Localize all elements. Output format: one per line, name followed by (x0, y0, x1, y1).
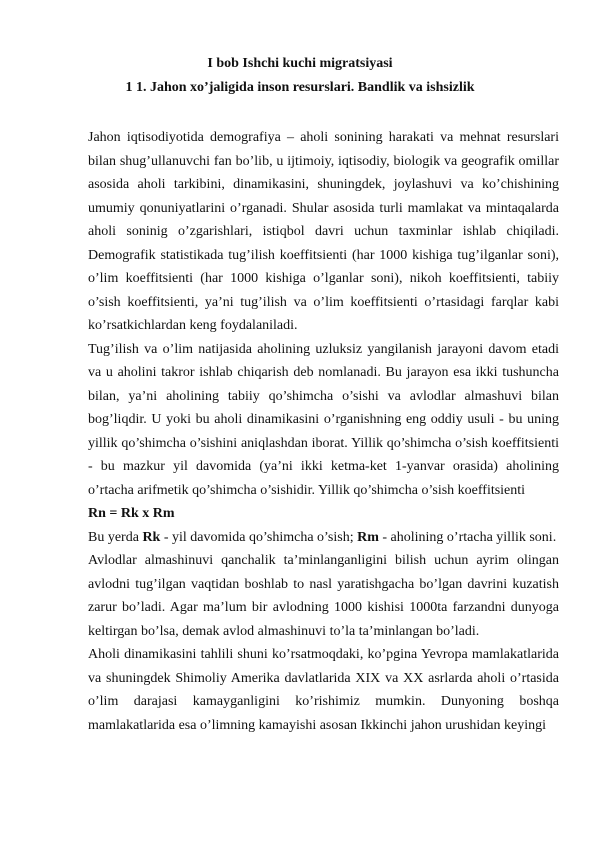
paragraph-generation-replacement: Avlodlar almashinuvi qanchalik ta’minlanganligini bilish uchun ayrim olingan avlodni tug’ilgan vaqtidan boshlab to nasl yaratishgacha bo’lgan davrini kuzatish zarur bo’ladi. Agar ma’lum bir avlodning 1000 kishisi 1000ta farzandni dunyoga keltirgan bo’lsa, demak avlod almashinuvi to’la ta’minlangan bo’ladi. (88, 553, 559, 639)
document-body (88, 126, 559, 737)
paragraph-demography: Jahon iqtisodiyotida demografiya – aholi sonining harakati va mehnat resurslari bilan shug’ullanuvchi fan bo’lib, u ijtimoiy, iqtisodiy, biologik va geografik omillar asosida aholi tarkibini, dinamikasini, shuningdek, joylashuvi va ko’chishining umumiy qonuniyatlarini o’rganadi. Shular asosida turli mamlakat va mintaqalarda aholi soninig o’zgarishlari, istiqbol davri uchun taxminlar ishlab chiqiladi. Demografik statistikada tug’ilish koeffitsienti (har 1000 kishiga tug’ilganlar soni), o’lim koeffitsienti (har 1000 kishiga o’lganlar soni), nikoh koeffitsienti, tabiiy o’sish koeffitsienti, ya’ni tug’ilish va o’lim koeffitsienti o’rtasidagi farqlar kabi ko’rsatkichlardan keng foydalaniladi. (88, 130, 559, 333)
paragraph-population-renewal: Tug’ilish va o’lim natijasida aholining uzluksiz yangilanish jarayoni davom etadi va u aholini takror ishlab chiqarish deb nomlanadi. Bu jarayon esa ikki tushuncha bilan, ya’ni aholining tabiiy qo’shimcha o’sishi va avlodlar almashuvi bilan bog’liqdir. U yoki bu aholi dinamikasini o’rganishning eng oddiy usuli - bu uning yillik qo’shimcha o’sishini aniqlashdan iborat. Yillik qo’shimcha o’sish koeffitsienti - bu mazkur yil davomida (ya’ni ikki ketma-ket 1-yanvar orasida) aholining o’rtacha arifmetik qo’shimcha o’sishidir. Yillik qo’shimcha o’sish koeffitsienti (88, 341, 559, 498)
rk-symbol: Rk (142, 529, 161, 545)
section-title: 1 1. Jahon xo’jaligida inson resurslari. Bandlik va ishsizlik (125, 80, 475, 95)
explanation-suffix: - aholining o’rtacha yillik soni. (378, 529, 557, 545)
paragraph-formula-explanation (88, 526, 559, 550)
rm-symbol: Rm (357, 529, 379, 545)
explanation-middle: - yil davomida qo’shimcha o’sish; (160, 529, 358, 545)
growth-formula: Rn = Rk x Rm (88, 506, 175, 521)
explanation-prefix: Bu yerda (88, 529, 143, 545)
paragraph-population-dynamics: Aholi dinamikasini tahlili shuni ko’rsatmoqdaki, ko’pgina Yevropa mamlakatlarida va shuningdek Shimoliy Amerika davlatlarida XIX va XX asrlarda aholi o’rtasida o’lim darajasi kamayganligini ko’rishimiz mumkin. Dunyoning boshqa mamlakatlarida esa o’limning kamayishi asosan Ikkinchi jahon urushidan keyingi (88, 647, 559, 733)
chapter-title: I bob Ishchi kuchi migratsiyasi (207, 56, 393, 71)
